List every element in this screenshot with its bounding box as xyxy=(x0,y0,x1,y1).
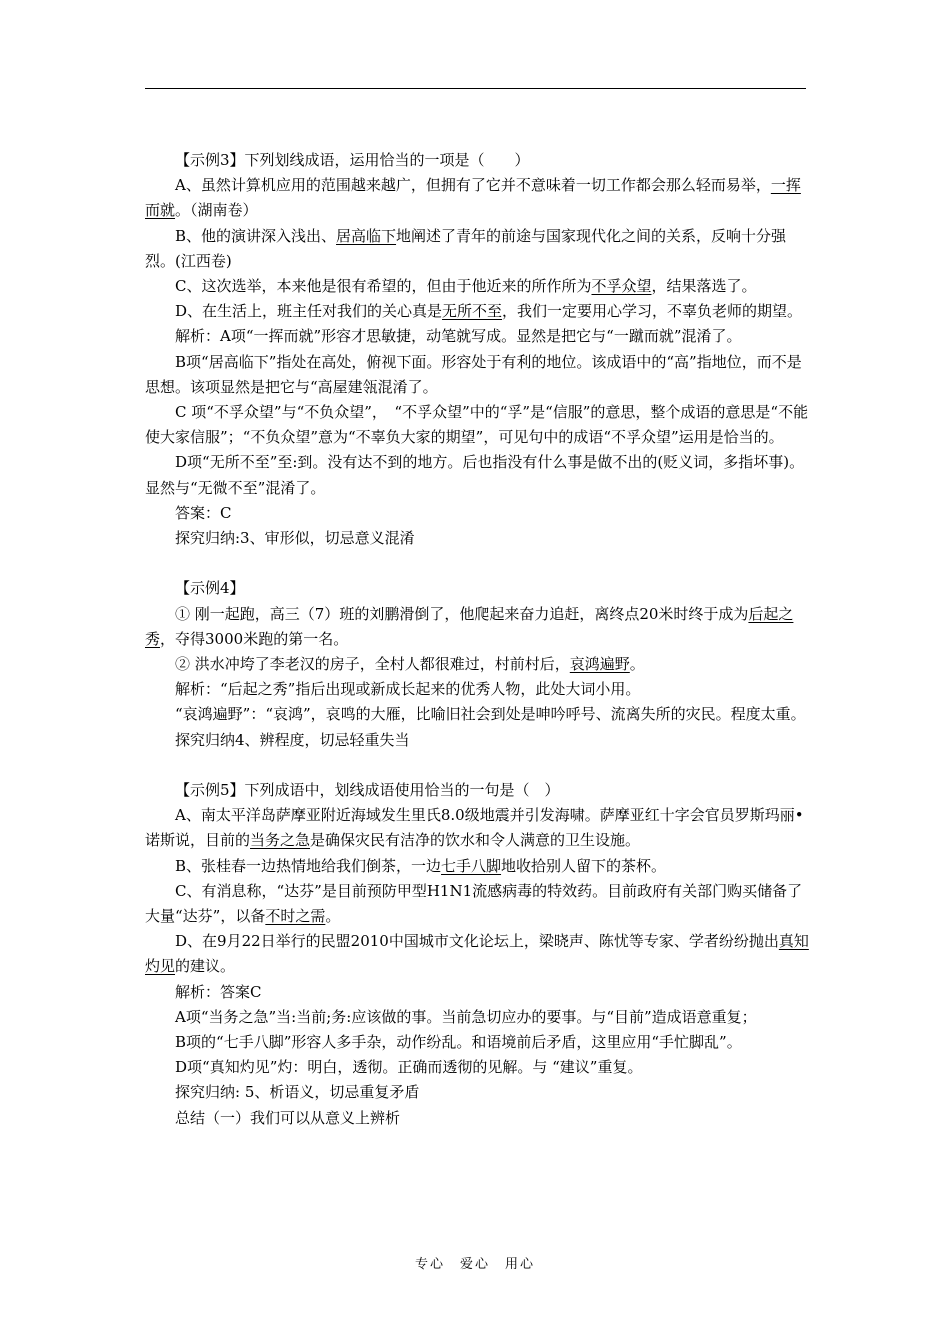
paragraph-spacer xyxy=(145,551,809,576)
document-body xyxy=(145,148,809,1131)
example3-summary: 探究归纳:3、审形似，切忌意义混淆 xyxy=(175,529,415,548)
example4-analysis-2: “哀鸿遍野”：“哀鸿”，哀鸣的大雁，比喻旧社会到处是呻吟呼号、流离失所的灾民。程度太重。 xyxy=(175,705,806,724)
underlined-idiom: 不孚众望 xyxy=(591,277,652,296)
underlined-idiom: 真知灼见 xyxy=(145,932,809,976)
example5-summary: 探究归纳: 5、析语义，切忌重复矛盾 xyxy=(175,1083,420,1102)
underlined-idiom: 哀鸿遍野 xyxy=(569,655,630,674)
example5-analysis-d: D项“真知灼见”灼：明白，透彻。正确而透彻的见解。与 “建议”重复。 xyxy=(175,1058,643,1077)
underlined-idiom: 一挥而就 xyxy=(145,176,801,220)
paragraph-spacer xyxy=(145,753,809,778)
example3-analysis-a: 解析：A项“一挥而就”形容才思敏捷，动笔就写成。显然是把它与“一蹴而就”混淆了。 xyxy=(175,327,742,346)
header-rule xyxy=(145,88,806,89)
example3-option-d: D、在生活上，班主任对我们的关心真是无所不至，我们一定要用心学习，不辜负老师的期望。 xyxy=(175,302,803,321)
underlined-idiom: 七手八脚 xyxy=(441,856,502,875)
example3-answer: 答案：C xyxy=(175,503,232,522)
example4-sentence-1: ① 刚一起跑，高三（7）班的刘鹏滑倒了，他爬起来奋力追赶，离终点20米时终于成为后起之秀，夺得3000米跑的第一名。 xyxy=(145,604,794,648)
example5-analysis-answer: 解析：答案C xyxy=(175,982,262,1001)
example3-option-c: C、这次选举，本来他是很有希望的，但由于他近来的所作所为不孚众望，结果落选了。 xyxy=(175,277,757,296)
page-footer: 专心 爱心 用心 xyxy=(414,1257,535,1272)
underlined-idiom: 当务之急 xyxy=(250,831,311,850)
example5-analysis-b: B项的“七手八脚”形容人多手杂，动作纷乱。和语境前后矛盾，这里应用“手忙脚乱”。 xyxy=(175,1033,742,1052)
underlined-idiom: 后起之秀 xyxy=(145,604,794,648)
example4-sentence-2: ② 洪水冲垮了李老汉的房子，全村人都很难过，村前村后，哀鸿遍野。 xyxy=(175,655,645,674)
example5-option-a: A、南太平洋岛萨摩亚附近海域发生里氏8.0级地震并引发海啸。萨摩亚红十字会官员罗斯玛丽•诺斯说，目前的当务之急是确保灾民有洁净的饮水和令人满意的卫生设施。 xyxy=(145,806,804,850)
example3-analysis-d: D项“无所不至”至:到。没有达不到的地方。后也指没有什么事是做不出的(贬义词，多指坏事)。显然与“无微不至”混淆了。 xyxy=(145,453,805,497)
example3-analysis-c: C 项“不孚众望”与“不负众望”， “不孚众望”中的“孚”是“信服”的意思，整个成语的意思是“不能使大家信服”；“不负众望”意为“不辜负大家的期望”，可见句中的成语“不孚众望”运用是恰当的。 xyxy=(145,403,809,447)
underlined-idiom: 居高临下 xyxy=(336,226,397,245)
example5-option-d: D、在9月22日举行的民盟2010中国城市文化论坛上，梁晓声、陈忧等专家、学者纷纷抛出真知灼见的建议。 xyxy=(145,932,809,976)
example5-option-c: C、有消息称，“达芬”是目前预防甲型H1N1流感病毒的特效药。目前政府有关部门购买储备了大量“达芬”，以备不时之需。 xyxy=(145,881,803,926)
example3-option-a: A、虽然计算机应用的范围越来越广，但拥有了它并不意味着一切工作都会那么轻而易举，一挥而就。（湖南卷） xyxy=(145,176,801,220)
example4-analysis-1: 解析：“后起之秀”指后出现或新成长起来的优秀人物，此处大词小用。 xyxy=(175,680,641,699)
underlined-idiom: 不时之需 xyxy=(265,907,326,926)
example3-analysis-b: B项“居高临下”指处在高处，俯视下面。形容处于有利的地位。该成语中的“高”指地位，而不是思想。该项显然是把它与“高屋建瓴混淆了。 xyxy=(145,352,802,396)
example3-question: 【示例3】下列划线成语，运用恰当的一项是（ ） xyxy=(175,151,530,169)
example3-option-b: B、他的演讲深入浅出、居高临下地阐述了青年的前途与国家现代化之间的关系，反响十分强烈。(江西卷) xyxy=(145,226,787,270)
example5-option-b: B、张桂春一边热情地给我们倒茶，一边七手八脚地收拾别人留下的茶杯。 xyxy=(175,856,667,875)
example5-analysis-a: A项“当务之急”当:当前;务:应该做的事。当前急切应办的要事。与“目前”造成语意重复； xyxy=(175,1007,757,1026)
section-conclusion: 总结（一）我们可以从意义上辨析 xyxy=(175,1108,401,1127)
example4-title: 【示例4】 xyxy=(175,579,245,598)
underlined-idiom: 无所不至 xyxy=(442,302,503,321)
example5-question: 【示例5】下列成语中，划线成语使用恰当的一句是（ ） xyxy=(175,781,560,800)
example4-summary: 探究归纳4、辨程度，切忌轻重失当 xyxy=(175,730,410,749)
